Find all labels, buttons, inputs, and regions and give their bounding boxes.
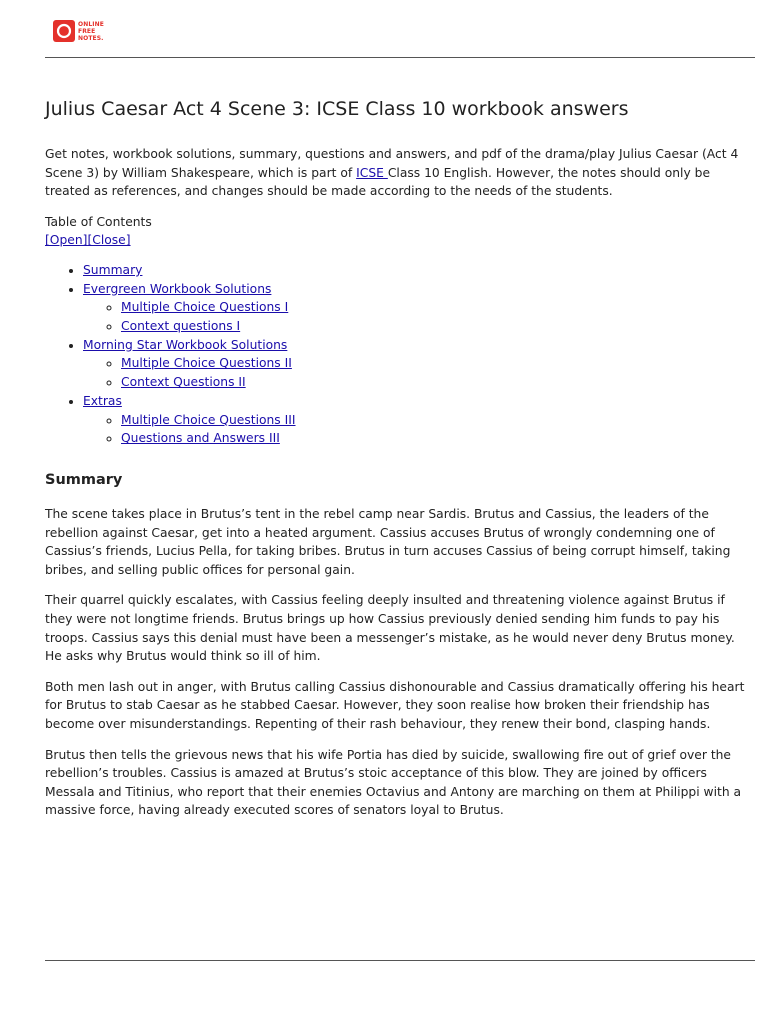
toc-subitem	[121, 429, 755, 448]
toc-close-link[interactable]: [Close]	[87, 233, 131, 248]
toc-link-mcq-2[interactable]: Multiple Choice Questions II	[121, 356, 292, 371]
toc-link-context-2[interactable]: Context Questions II	[121, 375, 246, 390]
toc-item	[83, 336, 755, 392]
toc-toggle	[45, 231, 755, 250]
logo-line-1: ONLINE	[78, 20, 104, 28]
table-of-contents	[45, 261, 755, 448]
toc-link-morning-star[interactable]: Morning Star Workbook Solutions	[83, 337, 288, 352]
page-title: Julius Caesar Act 4 Scene 3: ICSE Class 10 workbook answers	[45, 98, 629, 120]
header-divider	[45, 57, 755, 58]
toc-sublist	[83, 354, 755, 391]
toc-sublist	[83, 298, 755, 335]
toc-subitem	[121, 298, 755, 317]
icse-link[interactable]: ICSE	[356, 165, 388, 180]
logo-circle-icon	[53, 20, 75, 42]
article	[45, 96, 755, 820]
site-header	[0, 0, 768, 58]
toc-subitem	[121, 373, 755, 392]
toc-link-mcq-3[interactable]: Multiple Choice Questions III	[121, 412, 296, 427]
intro-paragraph	[45, 145, 755, 201]
summary-heading: Summary	[45, 472, 123, 488]
summary-paragraph-3: Both men lash out in anger, with Brutus calling Cassius dishonourable and Cassius dramatically offering his heart for Brutus to stab Caesar as he stabbed Caesar. However, they soon realise how broken their friendship has become over misunderstandings. Repenting of their rash behaviour, they renew their bond, clasping hands.	[45, 679, 745, 731]
summary-paragraph-1: The scene takes place in Brutus’s tent in the rebel camp near Sardis. Brutus and Cassius, the leaders of the rebellion against Caesar, get into a heated argument. Cassius accuses Brutus of wrongly condemning one of Cassius’s friends, Lucius Pella, for taking bribes. Brutus in turn accuses Cassius of being corrupt himself, taking bribes, and selling public offices for personal gain.	[45, 507, 731, 577]
toc-subitem	[121, 411, 755, 430]
footer-divider	[45, 960, 755, 961]
toc-link-qa-3[interactable]: Questions and Answers III	[121, 431, 280, 446]
toc-link-extras[interactable]: Extras	[83, 393, 122, 408]
toc-link-mcq-1[interactable]: Multiple Choice Questions I	[121, 300, 289, 315]
site-logo[interactable]	[53, 20, 104, 42]
summary-paragraph-2: Their quarrel quickly escalates, with Cassius feeling deeply insulted and threatening violence against Brutus if they were not longtime friends. Brutus brings up how Cassius previously denied sending him funds to pay his troops. Cassius says this denial must have been a messenger’s mistake, as he would never deny Brutus money. He asks why Brutus would think so ill of him.	[45, 593, 735, 664]
toc-item	[83, 261, 755, 280]
toc-subitem	[121, 354, 755, 373]
logo-line-3: NOTES.	[78, 34, 104, 42]
toc-sublist	[83, 411, 755, 448]
intro-text-end: Class 10 English. However, the notes should only be treated as references, and changes should be made according to the needs of the students.	[45, 165, 711, 199]
toc-item	[83, 392, 755, 448]
toc-link-evergreen[interactable]: Evergreen Workbook Solutions	[83, 281, 272, 296]
summary-paragraph-4: Brutus then tells the grievous news that his wife Portia has died by suicide, swallowing fire out of grief over the rebellion’s troubles. Cassius is amazed at Brutus’s stoic acceptance of this blow. They are joined by officers Messala and Titinius, who report that their enemies Octavius and Antony are marching on them at Philippi with a massive force, having already executed scores of senators loyal to Brutus.	[45, 747, 742, 818]
toc-link-context-1[interactable]: Context questions I	[121, 319, 241, 334]
toc-title: Table of Contents	[45, 214, 152, 229]
toc-item	[83, 280, 755, 336]
logo-line-2: FREE	[78, 27, 96, 35]
intro-text-start: Get notes, workbook solutions, summary, questions and answers, and pdf of the drama/play Julius Caesar (Act 4 Scene 3) by William Shakespeare, which is part of	[45, 147, 739, 180]
toc-subitem	[121, 317, 755, 336]
toc-link-summary[interactable]: Summary	[83, 262, 143, 277]
toc-open-link[interactable]: [Open]	[45, 233, 88, 248]
logo-wordmark	[78, 21, 104, 42]
